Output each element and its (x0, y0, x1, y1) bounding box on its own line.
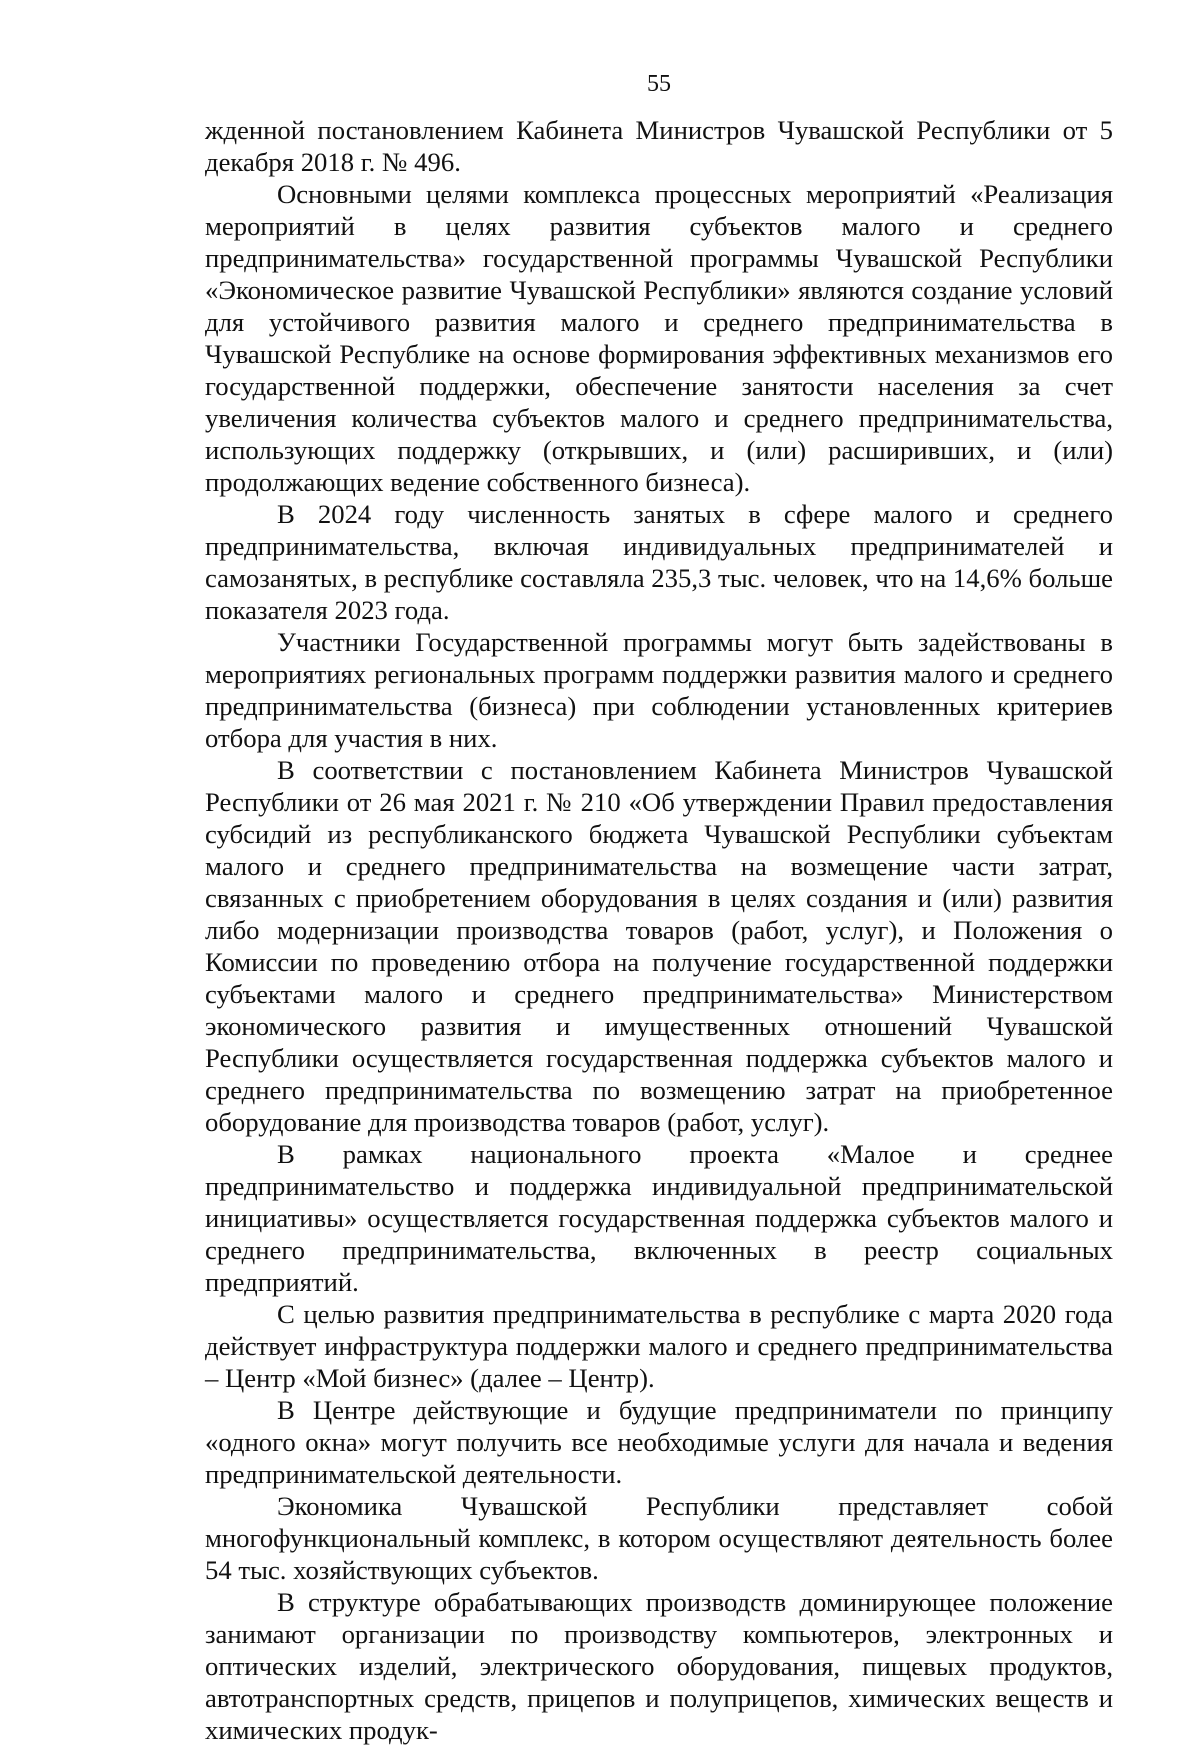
paragraph-goals: Основными целями комплекса процессных мероприятий «Реализация мероприятий в целях развития субъектов малого и среднего предпринимательства» государственной программы Чувашской Республики «Экономическое развитие Чувашской Республики» являются создание условий для устойчивого развития малого и среднего предпринимательства в Чувашской Республике на основе формирования эффективных механизмов его государственной поддержки, обеспечение занятости населения за счет увеличения количества субъектов малого и среднего предпринимательства, использующих поддержку (открывших, и (или) расширивших, и (или) продолжающих ведение собственного бизнеса). (205, 179, 1113, 497)
paragraph-manufacturing: В структуре обрабатывающих производств доминирующее положение занимают организации по производству компьютеров, электронных и оптических изделий, электрического оборудования, пищевых продуктов, автотранспортных средств, прицепов и полуприцепов, химических веществ и химических продук- (205, 1587, 1113, 1745)
paragraph-national-project: В рамках национального проекта «Малое и среднее предпринимательство и поддержка индивидуальной предпринимательской инициативы» осуществляется государственная поддержка субъектов малого и среднего предпринимательства, включенных в реестр социальных предприятий. (205, 1139, 1113, 1297)
paragraph-economy: Экономика Чувашской Республики представляет собой многофункциональный комплекс, в котором осуществляют деятельность более 54 тыс. хозяйствующих субъектов. (205, 1491, 1113, 1585)
paragraph-continuation: жденной постановлением Кабинета Министров Чувашской Республики от 5 декабря 2018 г. № 496. (205, 115, 1113, 177)
paragraph-infrastructure: С целью развития предпринимательства в республике с марта 2020 года действует инфраструктура поддержки малого и среднего предпринимательства – Центр «Мой бизнес» (далее – Центр). (205, 1299, 1113, 1393)
paragraph-center-services: В Центре действующие и будущие предприниматели по принципу «одного окна» могут получить все необходимые услуги для начала и ведения предпринимательской деятельности. (205, 1395, 1113, 1489)
page-number: 55 (647, 71, 671, 97)
paragraph-employment: В 2024 году численность занятых в сфере малого и среднего предпринимательства, включая индивидуальных предпринимателей и самозанятых, в республике составляла 235,3 тыс. человек, что на 14,6% больше показателя 2023 года. (205, 499, 1113, 625)
paragraph-subsidies: В соответствии с постановлением Кабинета Министров Чувашской Республики от 26 мая 2021 г. № 210 «Об утверждении Правил предоставления субсидий из республиканского бюджета Чувашской Республики субъектам малого и среднего предпринимательства на возмещение части затрат, связанных с приобретением оборудования в целях создания и (или) развития либо модернизации производства товаров (работ, услуг), и Положения о Комиссии по проведению отбора на получение государственной поддержки субъектами малого и среднего предпринимательства» Министерством экономического развития и имущественных отношений Чувашской Республики осуществляется государственная поддержка субъектов малого и среднего предпринимательства по возмещению затрат на приобретенное оборудование для производства товаров (работ, услуг). (205, 755, 1113, 1137)
paragraph-participants: Участники Государственной программы могут быть задействованы в мероприятиях региональных программ поддержки развития малого и среднего предпринимательства (бизнеса) при соблюдении установленных критериев отбора для участия в них. (205, 627, 1113, 753)
